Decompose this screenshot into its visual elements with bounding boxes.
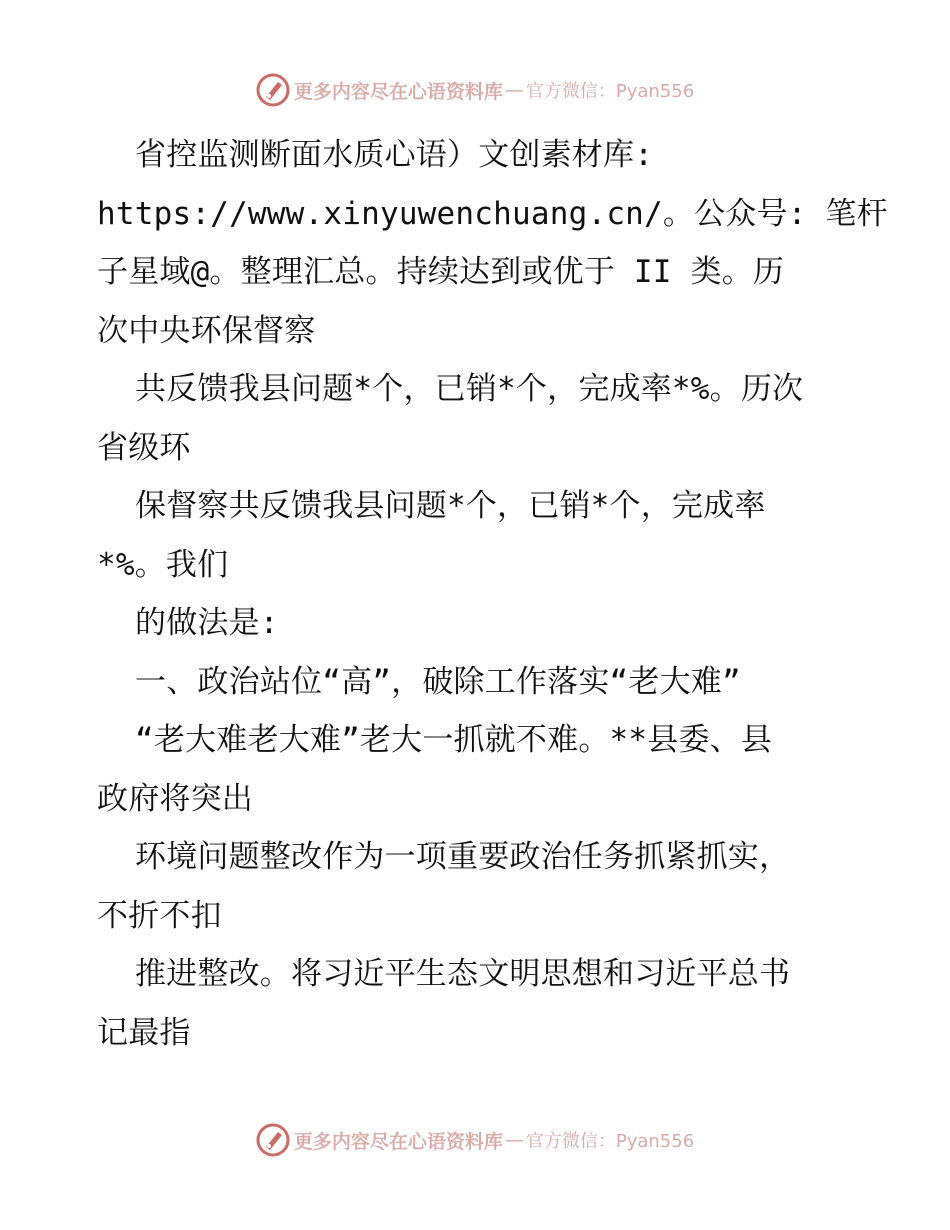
header-banner xyxy=(0,70,950,110)
pen-nib-logo-icon xyxy=(256,73,290,107)
body-line: 共反馈我县问题*个，已销*个，完成率*%。历次 xyxy=(135,371,804,407)
body-line: 政府将突出 xyxy=(97,780,253,817)
body-line: “老大难老大难”老大一抓就不难。**县委、县 xyxy=(135,722,773,758)
body-line: https://www.xinyuwenchuang.cn/。公众号: 笔杆 xyxy=(97,195,888,232)
body-line: 不折不扣 xyxy=(97,897,222,934)
banner-title: 更多内容尽在心语资料库 xyxy=(293,1130,503,1153)
banner-wechat: 官方微信：Pyan556 xyxy=(525,81,695,102)
body-line: 省控监测断面水质心语）文创素材库: xyxy=(135,137,654,173)
banner-title: 更多内容尽在心语资料库 xyxy=(293,80,503,103)
body-line: 子星域@。整理汇总。持续达到或优于 II 类。历 xyxy=(97,254,785,290)
body-line: 推进整改。将习近平生态文明思想和习近平总书 xyxy=(135,956,791,992)
body-line: 省级环 xyxy=(97,429,191,466)
document-body xyxy=(97,126,888,1062)
banner-separator: — xyxy=(504,1129,524,1151)
body-line: 次中央环保督察 xyxy=(97,312,316,349)
body-line: *%。我们 xyxy=(97,546,229,583)
banner-separator: — xyxy=(504,79,524,101)
footer-banner xyxy=(0,1120,950,1160)
body-line: 环境问题整改作为一项重要政治任务抓紧抓实， xyxy=(135,839,791,875)
body-line: 的做法是: xyxy=(135,605,279,641)
body-line: 记最指 xyxy=(97,1014,191,1051)
banner-wechat: 官方微信：Pyan556 xyxy=(525,1131,695,1152)
body-line: 一、政治站位“高”，破除工作落实“老大难” xyxy=(135,663,741,700)
pen-nib-logo-icon xyxy=(256,1123,290,1157)
body-line: 保督察共反馈我县问题*个，已销*个，完成率 xyxy=(135,488,766,524)
